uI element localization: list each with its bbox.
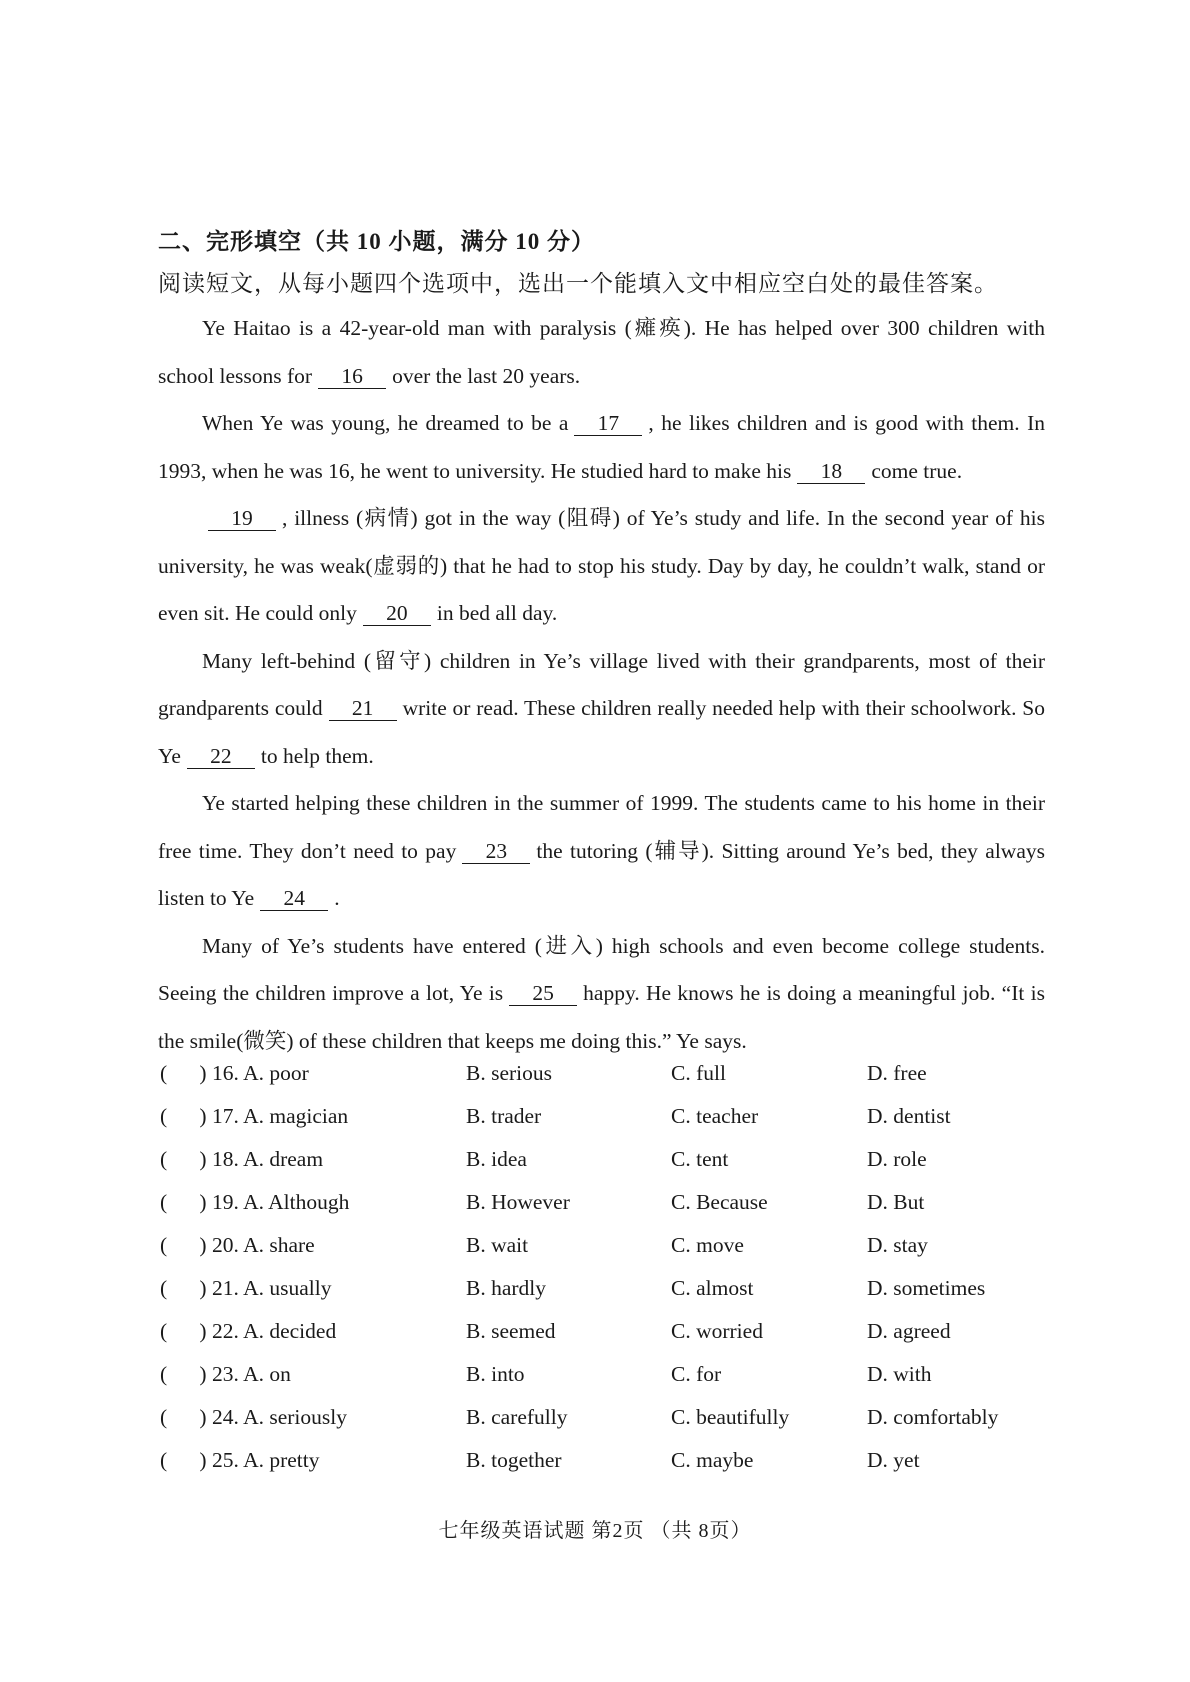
option-a: 16. A. poor xyxy=(212,1061,309,1085)
option-c: C. tent xyxy=(671,1147,729,1171)
option-row-17 xyxy=(160,1104,1060,1147)
option-a: 20. A. share xyxy=(212,1233,315,1257)
option-d: D. dentist xyxy=(867,1104,951,1128)
option-row-23 xyxy=(160,1362,1060,1405)
option-b: B. serious xyxy=(466,1061,552,1085)
answer-slot[interactable]: ( ) xyxy=(160,1276,207,1300)
option-row-18 xyxy=(160,1147,1060,1190)
answer-slot[interactable]: ( ) xyxy=(160,1233,207,1257)
paragraph-4 xyxy=(158,638,1045,781)
section-title: 二、完形填空（共 10 小题，满分 10 分） xyxy=(158,229,595,254)
answer-slot[interactable]: ( ) xyxy=(160,1190,207,1214)
option-d: D. stay xyxy=(867,1233,928,1257)
passage-text: to help them. xyxy=(260,743,374,768)
answer-slot[interactable]: ( ) xyxy=(160,1147,207,1171)
option-d: D. with xyxy=(867,1362,932,1386)
option-c: C. maybe xyxy=(671,1448,754,1472)
blank-23: 23 xyxy=(462,839,530,864)
blank-25: 25 xyxy=(509,981,577,1006)
option-d: D. free xyxy=(867,1061,927,1085)
option-d: D. sometimes xyxy=(867,1276,986,1300)
option-b: B. together xyxy=(466,1448,562,1472)
paragraph-2 xyxy=(158,400,1045,495)
passage-text: , illness (病情) got in the way (阻碍) of Ye’s study and life. In the second year of his university, he was weak(虚弱的) that he had to stop his study. Day by day, he couldn’t walk, stand or even sit. He could only xyxy=(158,506,1045,625)
option-row-16 xyxy=(160,1061,1060,1104)
option-row-21 xyxy=(160,1276,1060,1319)
option-c: C. beautifully xyxy=(671,1405,790,1429)
passage-text: When Ye was young, he dreamed to be a xyxy=(202,411,569,435)
option-c: C. for xyxy=(671,1362,722,1386)
option-a: 24. A. seriously xyxy=(212,1405,347,1429)
passage-text: Ye started helping these children in the summer of 1999. The students came to his home in their free time. They don’t need to pay xyxy=(158,791,1045,863)
answer-slot[interactable]: ( ) xyxy=(160,1362,207,1386)
passage-text: Ye Haitao is a 42-year-old man with paralysis (瘫痪). He has helped over 300 children with school lessons for xyxy=(158,316,1045,388)
option-b: B. wait xyxy=(466,1233,529,1257)
answer-slot[interactable]: ( ) xyxy=(160,1104,207,1128)
page-footer: 七年级英语试题 第2页 （共 8页） xyxy=(438,1520,752,1542)
option-c: C. worried xyxy=(671,1319,763,1343)
option-d: D. comfortably xyxy=(867,1405,999,1429)
paragraph-1 xyxy=(158,305,1045,400)
answer-slot[interactable]: ( ) xyxy=(160,1061,207,1085)
option-a: 25. A. pretty xyxy=(212,1448,320,1472)
blank-17: 17 xyxy=(574,411,642,436)
passage-text: over the last 20 years. xyxy=(392,363,581,388)
passage-text: Many left-behind (留守) children in Ye’s village lived with their grandparents, most of their grandparents could xyxy=(158,648,1045,720)
paragraph-5 xyxy=(158,780,1045,923)
option-d: D. agreed xyxy=(867,1319,951,1343)
blank-16: 16 xyxy=(318,364,386,389)
option-a: 23. A. on xyxy=(212,1362,291,1386)
option-row-22 xyxy=(160,1319,1060,1362)
passage-text: happy. He knows he is doing a meaningful job. “It is the smile(微笑) of these children that keeps me doing this.” Ye says. xyxy=(158,981,1045,1053)
answer-slot[interactable]: ( ) xyxy=(160,1448,207,1472)
answer-slot[interactable]: ( ) xyxy=(160,1319,207,1343)
paragraph-3 xyxy=(158,495,1045,638)
option-row-20 xyxy=(160,1233,1060,1276)
passage-text: write or read. These children really needed help with their schoolwork. So Ye xyxy=(158,696,1045,768)
option-a: 22. A. decided xyxy=(212,1319,337,1343)
option-c: C. almost xyxy=(671,1276,754,1300)
option-b: B. hardly xyxy=(466,1276,547,1300)
passage-text: in bed all day. xyxy=(436,601,558,625)
option-c: C. teacher xyxy=(671,1104,759,1128)
blank-20: 20 xyxy=(363,601,431,626)
option-d: D. yet xyxy=(867,1448,920,1472)
blank-22: 22 xyxy=(187,744,255,769)
passage-text: the tutoring (辅导). Sitting around Ye’s bed, they always listen to Ye xyxy=(158,838,1045,910)
option-row-25 xyxy=(160,1448,1060,1491)
option-b: B. carefully xyxy=(466,1405,568,1429)
option-d: D. role xyxy=(867,1147,927,1171)
answer-slot[interactable]: ( ) xyxy=(160,1405,207,1429)
option-b: B. idea xyxy=(466,1147,527,1171)
option-row-24 xyxy=(160,1405,1060,1448)
option-c: C. Because xyxy=(671,1190,768,1214)
passage-text: . xyxy=(334,886,340,910)
option-c: C. full xyxy=(671,1061,726,1085)
blank-18: 18 xyxy=(797,459,865,484)
option-b: B. trader xyxy=(466,1104,542,1128)
option-a: 17. A. magician xyxy=(212,1104,349,1128)
blank-24: 24 xyxy=(260,886,328,911)
passage-text: come true. xyxy=(871,458,963,483)
cloze-passage xyxy=(158,305,1045,1065)
blank-21: 21 xyxy=(329,696,397,721)
blank-19: 19 xyxy=(208,506,276,531)
paragraph-6 xyxy=(158,923,1045,1066)
passage-text: Many of Ye’s students have entered (进入) high schools and even become college students. Seeing the children improve a lot, Ye is xyxy=(158,933,1045,1005)
option-c: C. move xyxy=(671,1233,744,1257)
option-b: B. However xyxy=(466,1190,570,1214)
option-d: D. But xyxy=(867,1190,925,1214)
option-a: 19. A. Although xyxy=(212,1190,350,1214)
passage-text: , he likes children and is good with them. In 1993, when he was 16, he went to university. He studied hard to make his xyxy=(158,411,1045,483)
option-b: B. seemed xyxy=(466,1319,556,1343)
option-a: 18. A. dream xyxy=(212,1147,324,1171)
option-a: 21. A. usually xyxy=(212,1276,332,1300)
option-b: B. into xyxy=(466,1362,525,1386)
option-row-19 xyxy=(160,1190,1060,1233)
section-instruction: 阅读短文，从每小题四个选项中，选出一个能填入文中相应空白处的最佳答案。 xyxy=(158,271,998,296)
options-list xyxy=(160,1061,1060,1491)
